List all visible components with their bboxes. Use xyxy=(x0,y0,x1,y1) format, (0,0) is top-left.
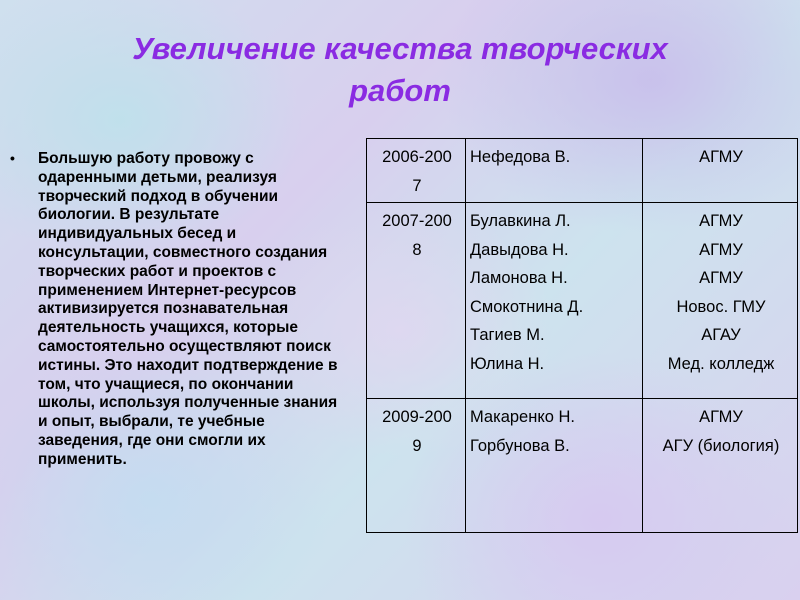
institution-cell xyxy=(643,203,798,399)
institution-name: АГМУ xyxy=(699,212,743,230)
institution-name: АГМУ xyxy=(699,408,743,426)
bullet-list xyxy=(10,150,350,470)
year-cell xyxy=(367,203,466,399)
year-text: 2006-200 xyxy=(382,148,452,166)
names-cell xyxy=(466,399,643,533)
institution-cell xyxy=(643,139,798,203)
student-name: Смокотнина Д. xyxy=(470,297,584,316)
student-name: Макаренко Н. xyxy=(470,408,575,426)
slide-title xyxy=(40,28,760,112)
names-cell xyxy=(466,203,643,399)
names-cell xyxy=(466,139,643,203)
student-name: Булавкина Л. xyxy=(470,212,571,230)
table-row xyxy=(367,139,798,203)
institution-name: АГУ (биология) xyxy=(662,436,780,455)
student-name: Тагиев М. xyxy=(470,326,545,344)
student-name: Нефедова В. xyxy=(470,148,571,166)
table-row xyxy=(367,203,798,399)
institution-name: АГМУ xyxy=(699,269,743,287)
graduates-table xyxy=(366,138,798,533)
institution-name: АГМУ xyxy=(699,148,743,166)
year-text-cont: 8 xyxy=(412,240,422,259)
year-text: 2007-200 xyxy=(382,212,452,230)
institution-name: Новос. ГМУ xyxy=(676,297,766,316)
year-cell xyxy=(367,399,466,533)
title-line-2: работ xyxy=(349,73,451,108)
student-name: Давыдова Н. xyxy=(470,240,569,259)
institution-cell xyxy=(643,399,798,533)
student-name: Ламонова Н. xyxy=(470,269,568,287)
bullet-paragraph: Большую работу провожу с одаренными детьми, реализуя творческий подход в обучении биологии. В результате индивидуальных бесед и консультации, совместного создания творческих работ и проектов с применением Интернет-ресурсов активизируется познавательная деятельность учащихся, которые самостоятельно осуществляют поиск истины. Это находит подтверждение в том, что учащиеся, по окончании школы, используя полученные знания и опыт, выбрали, те учебные заведения, где они смогли их применить. xyxy=(38,150,338,468)
table-row xyxy=(367,399,798,533)
year-cell xyxy=(367,139,466,203)
year-text: 2009-200 xyxy=(382,408,452,426)
year-text-cont: 7 xyxy=(412,176,422,195)
institution-name: АГАУ xyxy=(701,326,741,344)
institution-name: АГМУ xyxy=(699,240,743,259)
student-name: Горбунова В. xyxy=(470,436,570,455)
institution-name: Мед. колледж xyxy=(667,354,775,373)
title-line-1: Увеличение качества творческих xyxy=(132,31,668,66)
bullet-marker: • xyxy=(10,150,15,166)
student-name: Юлина Н. xyxy=(470,354,545,373)
year-text-cont: 9 xyxy=(412,436,422,455)
